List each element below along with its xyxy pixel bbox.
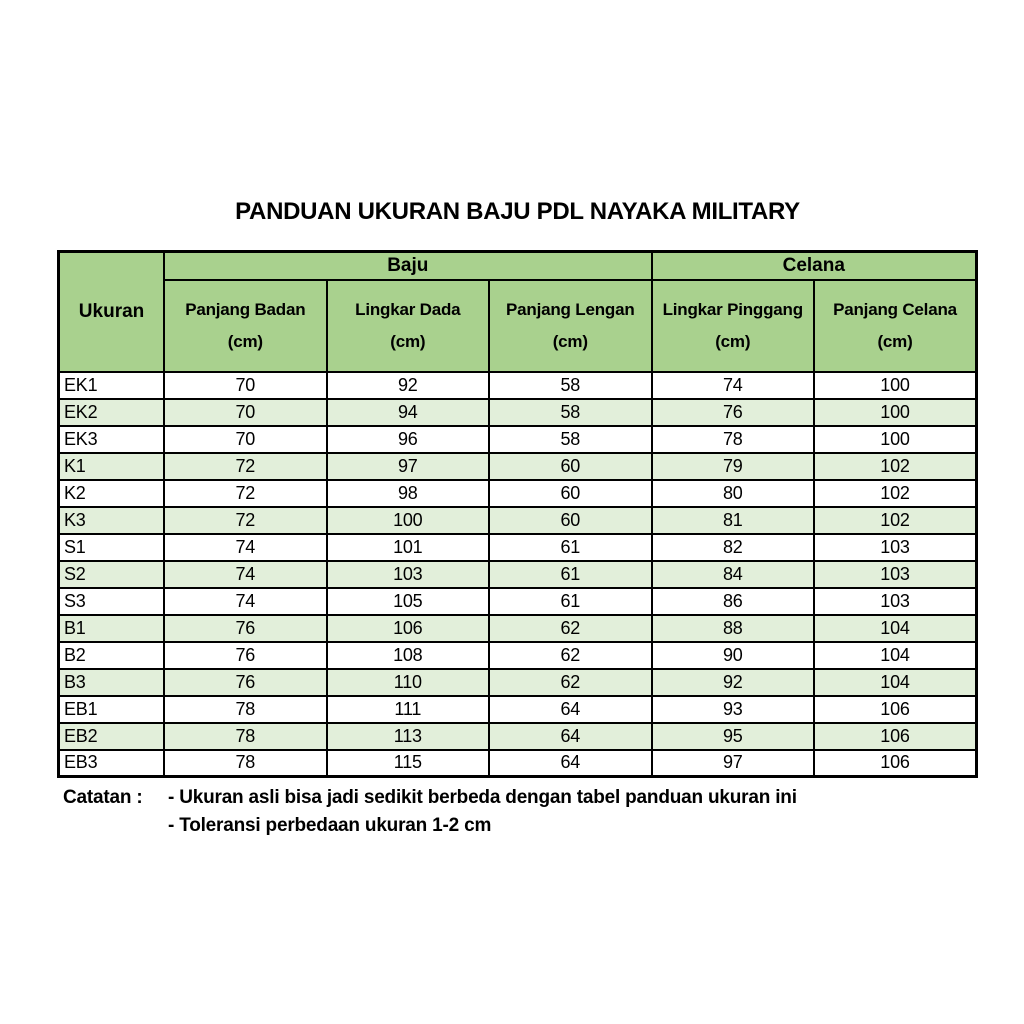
value-cell: 61 [489,561,651,588]
value-cell: 76 [652,399,814,426]
column-label: Lingkar Pinggang [662,299,803,319]
value-cell: 105 [327,588,489,615]
value-cell: 88 [652,615,814,642]
value-cell: 60 [489,453,651,480]
column-unit: (cm) [877,332,913,351]
table-row-k2 [59,480,977,507]
page-title: PANDUAN UKURAN BAJU PDL NAYAKA MILITARY [235,198,800,225]
value-cell: 100 [814,372,977,399]
notes-items [168,784,978,840]
value-cell: 100 [814,426,977,453]
value-cell: 103 [327,561,489,588]
value-cell: 106 [327,615,489,642]
value-cell: 70 [164,399,326,426]
table-row-eb3 [59,750,977,777]
table-row-eb2 [59,723,977,750]
size-label-cell: EK1 [59,372,165,399]
value-cell: 80 [652,480,814,507]
table-row-s2 [59,561,977,588]
value-cell: 97 [652,750,814,777]
value-cell: 102 [814,507,977,534]
value-cell: 96 [327,426,489,453]
value-cell: 79 [652,453,814,480]
value-cell: 102 [814,480,977,507]
value-cell: 78 [164,750,326,777]
column-header-row [59,280,977,372]
value-cell: 64 [489,696,651,723]
table-row-s3 [59,588,977,615]
value-cell: 74 [164,588,326,615]
column-header-1 [327,280,489,372]
value-cell: 74 [652,372,814,399]
column-unit: (cm) [227,332,263,351]
value-cell: 72 [164,507,326,534]
value-cell: 70 [164,426,326,453]
column-header-4 [814,280,977,372]
value-cell: 104 [814,615,977,642]
size-label-cell: K3 [59,507,165,534]
value-cell: 61 [489,588,651,615]
value-cell: 110 [327,669,489,696]
column-header-2 [489,280,651,372]
value-cell: 115 [327,750,489,777]
value-cell: 62 [489,615,651,642]
column-unit: (cm) [715,332,751,351]
value-cell: 100 [814,399,977,426]
column-label: Panjang Badan [185,299,306,319]
value-cell: 64 [489,750,651,777]
value-cell: 94 [327,399,489,426]
table-row-ek3 [59,426,977,453]
size-label-cell: S2 [59,561,165,588]
value-cell: 113 [327,723,489,750]
notes-section [57,784,978,840]
size-label-cell: EB2 [59,723,165,750]
value-cell: 72 [164,480,326,507]
value-cell: 86 [652,588,814,615]
value-cell: 58 [489,372,651,399]
table-row-b3 [59,669,977,696]
value-cell: 76 [164,642,326,669]
size-label-cell: EB3 [59,750,165,777]
value-cell: 106 [814,696,977,723]
value-cell: 103 [814,588,977,615]
value-cell: 106 [814,750,977,777]
value-cell: 95 [652,723,814,750]
value-cell: 90 [652,642,814,669]
value-cell: 58 [489,399,651,426]
value-cell: 92 [652,669,814,696]
group-header-baju: Baju [164,252,651,280]
value-cell: 72 [164,453,326,480]
value-cell: 84 [652,561,814,588]
size-label-cell: S1 [59,534,165,561]
value-cell: 78 [164,723,326,750]
value-cell: 64 [489,723,651,750]
size-label-cell: B1 [59,615,165,642]
value-cell: 103 [814,534,977,561]
value-cell: 92 [327,372,489,399]
value-cell: 104 [814,669,977,696]
size-label-cell: B2 [59,642,165,669]
column-label: Panjang Lengan [506,299,635,319]
value-cell: 74 [164,561,326,588]
value-cell: 60 [489,507,651,534]
size-label-cell: EK2 [59,399,165,426]
value-cell: 70 [164,372,326,399]
column-header-3 [652,280,814,372]
value-cell: 93 [652,696,814,723]
value-cell: 108 [327,642,489,669]
table-row-k3 [59,507,977,534]
value-cell: 97 [327,453,489,480]
value-cell: 76 [164,615,326,642]
table-row-s1 [59,534,977,561]
size-label-cell: B3 [59,669,165,696]
value-cell: 60 [489,480,651,507]
size-guide-table [57,250,978,778]
value-cell: 104 [814,642,977,669]
value-cell: 100 [327,507,489,534]
table-row-ek1 [59,372,977,399]
value-cell: 103 [814,561,977,588]
value-cell: 78 [164,696,326,723]
ukuran-header-cell: Ukuran [59,252,165,372]
value-cell: 106 [814,723,977,750]
notes-label: Catatan : [63,787,143,808]
column-header-0 [164,280,326,372]
table-row-eb1 [59,696,977,723]
value-cell: 61 [489,534,651,561]
value-cell: 74 [164,534,326,561]
group-header-celana: Celana [652,252,977,280]
value-cell: 78 [652,426,814,453]
value-cell: 81 [652,507,814,534]
value-cell: 82 [652,534,814,561]
table-row-b1 [59,615,977,642]
note-line-1: - Toleransi perbedaan ukuran 1-2 cm [168,815,492,836]
column-label: Panjang Celana [833,299,957,319]
table-row-k1 [59,453,977,480]
size-label-cell: S3 [59,588,165,615]
value-cell: 62 [489,642,651,669]
column-label: Lingkar Dada [355,299,461,319]
size-label-cell: K2 [59,480,165,507]
size-label-cell: EB1 [59,696,165,723]
value-cell: 102 [814,453,977,480]
value-cell: 111 [327,696,489,723]
value-cell: 62 [489,669,651,696]
table-body [59,372,977,777]
value-cell: 58 [489,426,651,453]
column-unit: (cm) [552,332,588,351]
value-cell: 101 [327,534,489,561]
group-header-row [59,252,977,280]
size-label-cell: EK3 [59,426,165,453]
table-row-b2 [59,642,977,669]
value-cell: 98 [327,480,489,507]
note-line-0: - Ukuran asli bisa jadi sedikit berbeda dengan tabel panduan ukuran ini [168,787,797,808]
table-row-ek2 [59,399,977,426]
value-cell: 76 [164,669,326,696]
column-unit: (cm) [390,332,426,351]
size-label-cell: K1 [59,453,165,480]
